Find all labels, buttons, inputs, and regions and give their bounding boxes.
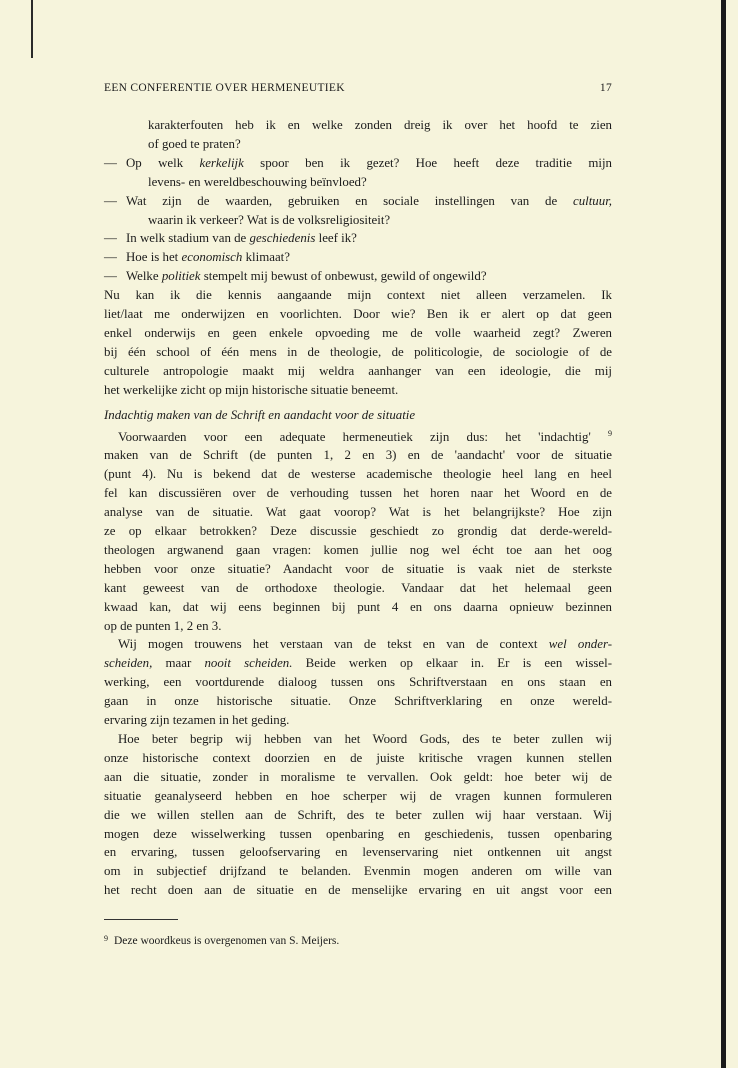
text-line: fel kan discussiëren over de verhouding tussen het horen naar het Woord en de (104, 486, 612, 501)
section-heading: Indachtig maken van de Schrift en aandacht voor de situatie (104, 407, 416, 422)
text-line: scheiden, maar nooit scheiden. Beide werken op elkaar in. Er is een wissel- (104, 656, 612, 671)
text-line: om in subjectief drijfzand te belanden. Evenmin mogen anderen om wille van (104, 864, 612, 879)
text-line: maken van de Schrift (de punten 1, 2 en 3) en de 'aandacht' voor de situatie (104, 448, 612, 463)
text-line: hebben voor onze situatie? Aandacht voor de situatie is vaak niet de sterkste (104, 561, 612, 576)
text-line: analyse van de situatie. Wat gaat voorop? Wat is het belangrijkste? Hoe zijn (104, 505, 612, 520)
text-line (104, 425, 612, 447)
list-dash: — (104, 269, 117, 284)
list-dash: — (104, 250, 117, 265)
list-text: Welke politiek stempelt mij bewust of onbewust, gewild of ongewild? (126, 269, 487, 284)
text-line: gaan in onze historische situatie. Onze Schriftverklaring en onze wereld- (104, 694, 612, 709)
list-dash: — (104, 231, 117, 246)
text-line: situatie geanalyseerd hebben en hoe scherper wij de vragen kunnen formuleren (104, 788, 612, 803)
text-line: bij één school of één mens in de theologie, de politicologie, de sociologie of de (104, 344, 612, 359)
footnote-reference: 9 (608, 428, 612, 438)
text-line: Hoe beter begrip wij hebben van het Woord Gods, des te beter zullen wij (118, 732, 612, 746)
text-line: waarin ik verkeer? Wat is de volksreligiositeit? (148, 212, 391, 227)
text-line: culturele antropologie maakt mij weldra aanhanger van een ideologie, die mij (104, 363, 612, 378)
text-line: en ervaring, tussen geloofservaring en levenservaring niet ontkennen uit angst (104, 845, 612, 860)
text-line: of goed te praten? (148, 136, 241, 151)
text-line: liet/laat me onderwijzen en voorlichten. Door wie? Ben ik er alert op dat geen (104, 307, 612, 322)
running-title: EEN CONFERENTIE OVER HERMENEUTIEK (104, 82, 345, 94)
list-item (104, 192, 612, 211)
list-text: Hoe is het economisch klimaat? (126, 250, 290, 265)
text-line: aan die situatie, zonder in moralisme te vervallen. Ook geldt: hoe beter wij de (104, 769, 612, 784)
footnote-mark: 9 (104, 934, 108, 943)
text-line: op de punten 1, 2 en 3. (104, 618, 222, 633)
footnote (104, 931, 612, 949)
list-dash: — (104, 193, 117, 208)
body-text (104, 116, 612, 900)
text-line: levens- en wereldbeschouwing beïnvloed? (148, 174, 367, 189)
text-span: Voorwaarden voor een adequate hermeneutiek zijn dus: het 'indachtig' (118, 429, 591, 444)
list-item (104, 154, 612, 173)
text-line: werking, een voortdurende dialoog tussen ons Schriftverstaan en ons staan en (104, 675, 612, 690)
list-text: Wat zijn de waarden, gebruiken en sociale instellingen van de cultuur, (126, 193, 612, 208)
text-line: het werkelijke zicht op mijn historische situatie beneemt. (104, 382, 399, 397)
text-line: ervaring zijn tezamen in het geding. (104, 713, 290, 728)
text-line: theologen argwanend gaan vragen: komen jullie nog wel écht toe aan het oog (104, 542, 612, 557)
text-line: kant geweest van de orthodoxe theologie. Vandaar dat het helemaal geen (104, 580, 612, 595)
list-dash: — (104, 155, 117, 170)
text-line: het recht doen aan de situatie en de menselijke ervaring en uit angst voor een (104, 883, 612, 898)
list-item (104, 248, 612, 267)
text-line: onze historische context doorzien en de juiste kritische vragen kunnen stellen (104, 750, 612, 765)
page-edge-left (31, 0, 33, 58)
footnote-text: Deze woordkeus is overgenomen van S. Meijers. (114, 935, 340, 947)
page-number: 17 (599, 82, 612, 94)
text-line: ze op elkaar betrokken? Deze discussie geschiedt zo grondig dat derde-wereld- (104, 524, 612, 539)
list-text: Op welk kerkelijk spoor ben ik gezet? Hoe heeft deze traditie mijn (126, 155, 612, 170)
text-line: Nu kan ik die kennis aangaande mijn context niet alleen verzamelen. Ik (104, 288, 612, 303)
footnote-rule (104, 919, 178, 920)
text-line: (punt 4). Nu is bekend dat de westerse academische theologie heel lang en heel (104, 467, 612, 482)
text-line: Wij mogen trouwens het verstaan van de tekst en van de context wel onder- (118, 637, 612, 652)
text-line: karakterfouten heb ik en welke zonden dreig ik over het hoofd te zien (148, 118, 612, 132)
list-item (104, 229, 612, 248)
text-line: kwaad kan, dat wij eens beginnen bij punt 4 en ons daarna opnieuw bezinnen (104, 599, 612, 614)
page-edge-right (721, 0, 726, 1068)
text-line: die we willen stellen aan de Schrift, des te beter zullen wij haar verstaan. Wij (104, 807, 612, 822)
text-line: mogen deze wisselwerking tussen openbaring en geschiedenis, tussen openbaring (104, 826, 612, 841)
list-item (104, 267, 612, 286)
text-line: enkel onderwijs en geen enkele opvoeding me de volle waarheid zegt? Zweren (104, 325, 612, 340)
list-text: In welk stadium van de geschiedenis leef ik? (126, 231, 357, 246)
